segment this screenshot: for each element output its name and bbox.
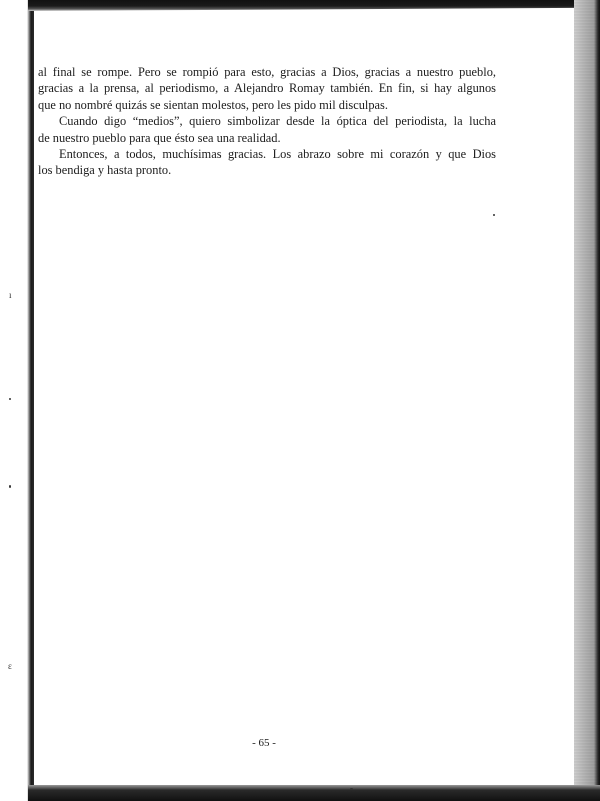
scan-speck [9, 398, 11, 400]
text-line: gracias a la prensa, al periodismo, a Alejandro Romay también. En fin, si hay algunos [38, 81, 496, 96]
margin-mark-1: ı [9, 290, 12, 300]
scan-bottom-border [28, 785, 600, 801]
text-line: Entonces, a todos, muchísimas gracias. Los abrazo sobre mi corazón y que Dios [59, 147, 496, 162]
scan-top-border [28, 0, 600, 11]
text-line: Cuando digo “medios”, quiero simbolizar desde la óptica del periodista, la lucha [59, 114, 496, 129]
body-text [38, 64, 496, 179]
text-line: los bendiga y hasta pronto. [38, 163, 172, 178]
scan-speck [9, 485, 11, 488]
scan-speck [493, 214, 495, 216]
scan-speck [350, 788, 353, 790]
scan-right-border [574, 0, 600, 801]
scan-left-border [0, 0, 34, 801]
paragraph-1 [38, 64, 496, 113]
text-line: de nuestro pueblo para que ésto sea una realidad. [38, 130, 281, 145]
paragraph-3 [38, 146, 496, 179]
margin-mark-2: ɛ [8, 661, 12, 671]
page-number: - 65 - [252, 737, 276, 749]
text-line: al final se rompe. Pero se rompió para esto, gracias a Dios, gracias a nuestro pueblo, [38, 65, 496, 79]
paragraph-2 [38, 113, 496, 146]
text-line: que no nombré quizás se sientan molestos, pero les pido mil disculpas. [38, 97, 388, 112]
